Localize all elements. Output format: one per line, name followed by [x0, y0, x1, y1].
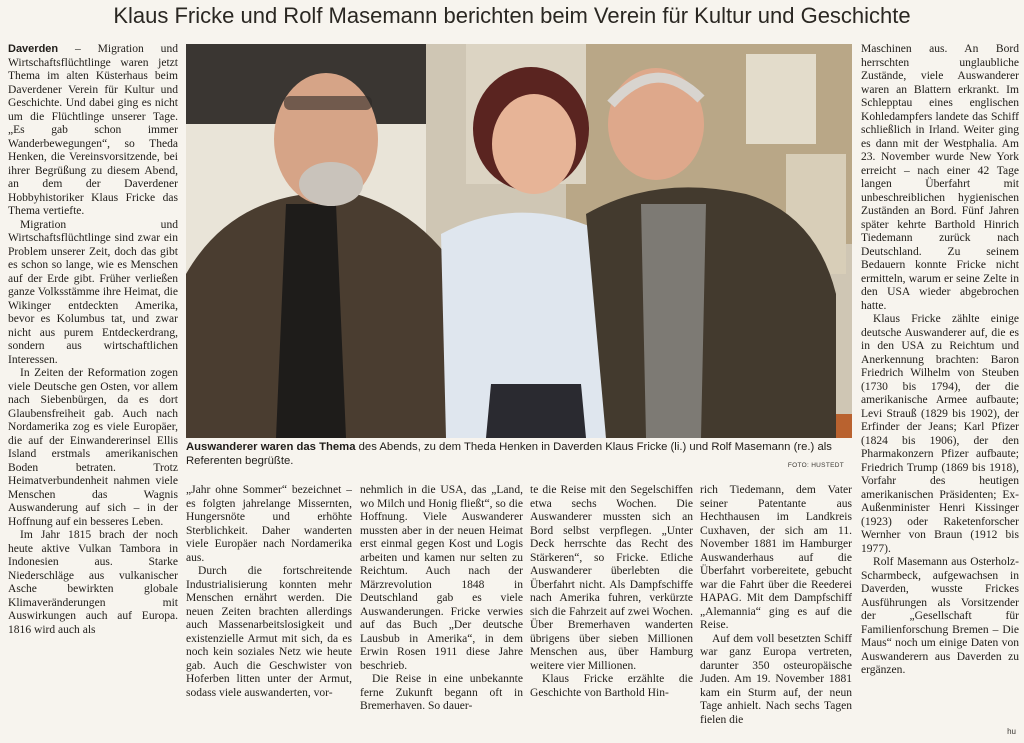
paragraph: rich Tiedemann, dem Vater seiner Patentante aus Hechthausen im Landkreis Cuxhaven, der sich am 11. November 1881 im Hamburger Auswanderhaus auf die Überfahrt vorbereitete, gebucht war die Fahrt über die Reederei HAPAG. Mit dem Dampfschiff „Alemannia“ ging es auf die Reise.	[700, 484, 852, 631]
article-column-1	[8, 43, 178, 743]
paragraph: Durch die fortschreitende Industrialisierung konnten mehr Menschen ernährt werden. Die neuen Zeiten brachten allerdings auch Massenarbeitslosigkeit und existenzielle Armut mit sich, da es noch kein soziales Netz wie heute gab. Auch die Geschwister von Hoferben litten unter der Armut, sodass viele auswanderten, vor-	[186, 565, 352, 699]
paragraph: In Zeiten der Reformation zogen viele Deutsche gen Osten, vor allem nach Siebenbürgen, da es dort Glaubensfreiheit gab. Auch nach Nordamerika zog es viele Europäer, die auf der Einwandererinsel Ellis Island erstmals amerikanischen Boden betraten. Trotz Heimatverbundenheit nahmen viele Menschen das Wagnis Auswanderung auf sich – in der Hoffnung auf ein besseres Leben.	[8, 367, 178, 528]
article-column-4	[530, 484, 693, 743]
author-initials: hu	[1007, 727, 1016, 736]
photo-illustration	[186, 44, 852, 438]
article-photo	[186, 44, 852, 438]
dateline: Daverden	[8, 43, 59, 55]
article-column-6	[861, 43, 1019, 743]
paragraph: „Jahr ohne Sommer“ bezeichnet – es folgten jahrelange Missernten, Hungersnöte und erhöhte Sterblichkeit. Daher wanderten viele Europäer nach Nordamerika aus.	[186, 484, 352, 564]
article-column-5	[700, 484, 852, 743]
paragraph: te die Reise mit den Segelschiffen etwa sechs Wochen. Die Auswanderer mussten sich an Bord selbst verpflegen. „Unter Deck herrschte das Recht des Stärkeren“, so Fricke. Etliche Auswanderer überlebten die Überfahrt nicht. Als Dampfschiffe nach Amerika fuhren, verkürzte sich die Fahrzeit auf zwei Wochen. Über Bremerhaven wanderten übrigens über sieben Millionen Menschen aus, über Hamburg weitere vier Millionen.	[530, 484, 693, 672]
article-column-2	[186, 484, 352, 743]
paragraph: nehmlich in die USA, das „Land, wo Milch und Honig fließt“, so die Hoffnung. Viele Auswanderer mussten aber in der neuen Heimat erst einmal gegen Kost und Logis arbeiten und kamen nur selten zu Reichtum. Auch nach der Märzrevolution 1848 in Deutschland gab es viele Auswanderungen. Fricke verwies auf das Buch „Der deutsche Lausbub in Amerika“, in dem Erwin Rosen 1911 diese Jahre beschrieb.	[360, 484, 523, 672]
caption-bold: Auswanderer waren das Thema	[186, 441, 356, 453]
paragraph: Migration und Wirtschaftsflüchtlinge sind zwar ein Problem unserer Zeit, doch das gibt es schon so lange, wie es Menschen auf der Erde gibt. Früher verließen ganze Volksstämme ihre Heimat, die Wikinger entdeckten Amerika, bevor es Kolumbus tat, und zwar nicht aus purem Entdeckerdrang, sondern aus wirtschaftlichen Interessen.	[8, 218, 178, 366]
photo-caption	[186, 440, 852, 468]
paragraph: Klaus Fricke zählte einige deutsche Auswanderer auf, die es in den USA zu Reichtum und Anerkennung brachten: Baron Friedrich Wilhelm von Steuben (1730 bis 1794), der die amerikanische Armee aufbaute; Levi Strauß (1829 bis 1902), der Erfinder der Jeans; Karl Pfizer (1824 bis 1906), der den Pharmakonzern Pfizer aufbaute; Friedrich Trump (1869 bis 1918), Vorfahr des heutigen amerikanischen Präsidenten; Ex-Außenminister Henri Kissinger (1923) oder Raketenforscher Wernher von Braun (1912 bis 1977).	[861, 313, 1019, 555]
photo-credit: FOTO: HUSTEDT	[787, 462, 844, 469]
paragraph: Rolf Masemann aus Osterholz-Scharmbeck, aufgewachsen in Daverden, wusste Frickes Ausführungen als Vorsitzender der „Gesellschaft für Familienforschung Bremen – Die Maus“ noch um einige Daten von Auswanderern aus Daverden zu ergänzen.	[861, 556, 1019, 676]
paragraph: Klaus Fricke erzählte die Geschichte von Barthold Hin-	[530, 673, 693, 699]
paragraph: Die Reise in eine unbekannte ferne Zukunft begann oft in Bremerhaven. So dauer-	[360, 673, 523, 712]
paragraph: Maschinen aus. An Bord herrschten unglaubliche Zustände, viele Auswanderer waren an Blattern erkrankt. Im Schlepptau eines englischen Kohledampfers landete das Schiff schließlich in Irland. Weiter ging es dann mit der Westphalia. Am 23. November wurde New York erreicht – nach einer 42 Tage langen Überfahrt mit unbeschreiblichen hygienischen Zuständen an Bord. Fünf Jahren später kehrte Barthold Hinrich Tiedemann zurück nach Deutschland. Zu seinem Bedauern konnte Fricke nicht ermitteln, warum er seine Zelte in den USA wieder abgebrochen hatte.	[861, 43, 1019, 312]
paragraph: Auf dem voll besetzten Schiff war ganz Europa vertreten, darunter 350 osteuropäische Juden. Am 19. November 1881 kam ein Sturm auf, der neun Tage anhielt. Nach sechs Tagen fielen die	[700, 632, 852, 726]
article-column-3	[360, 484, 523, 743]
article-headline: Klaus Fricke und Rolf Masemann berichten beim Verein für Kultur und Geschichte	[113, 3, 911, 28]
paragraph: Daverden – Migration und Wirtschaftsflüchtlinge waren jetzt Thema im alten Küsterhaus beim Daverdener Verein für Kultur und Geschichte. Und dabei ging es nicht um die Flüchtlinge unserer Tage. „Es gab schon immer Wanderbewegungen“, so Theda Henken, die Vereinsvorsitzende, bei ihrer Begrüßung zu diesem Abend, an dem der Daverdener Hobbyhistoriker Klaus Fricke das Thema vertiefte.	[8, 43, 178, 217]
caption-text: des Abends, zu dem Theda Henken in Daverden Klaus Fricke (li.) und Rolf Masemann (re.) als Referenten begrüßte.	[186, 441, 832, 467]
paragraph: Im Jahr 1815 brach der noch heute aktive Vulkan Tambora in Indonesien aus. Starke Niederschläge aus vulkanischer Asche bewirkten globale Klimaveränderungen mit Auswirkungen auch auf Europa. 1816 wird auch als	[8, 529, 178, 636]
